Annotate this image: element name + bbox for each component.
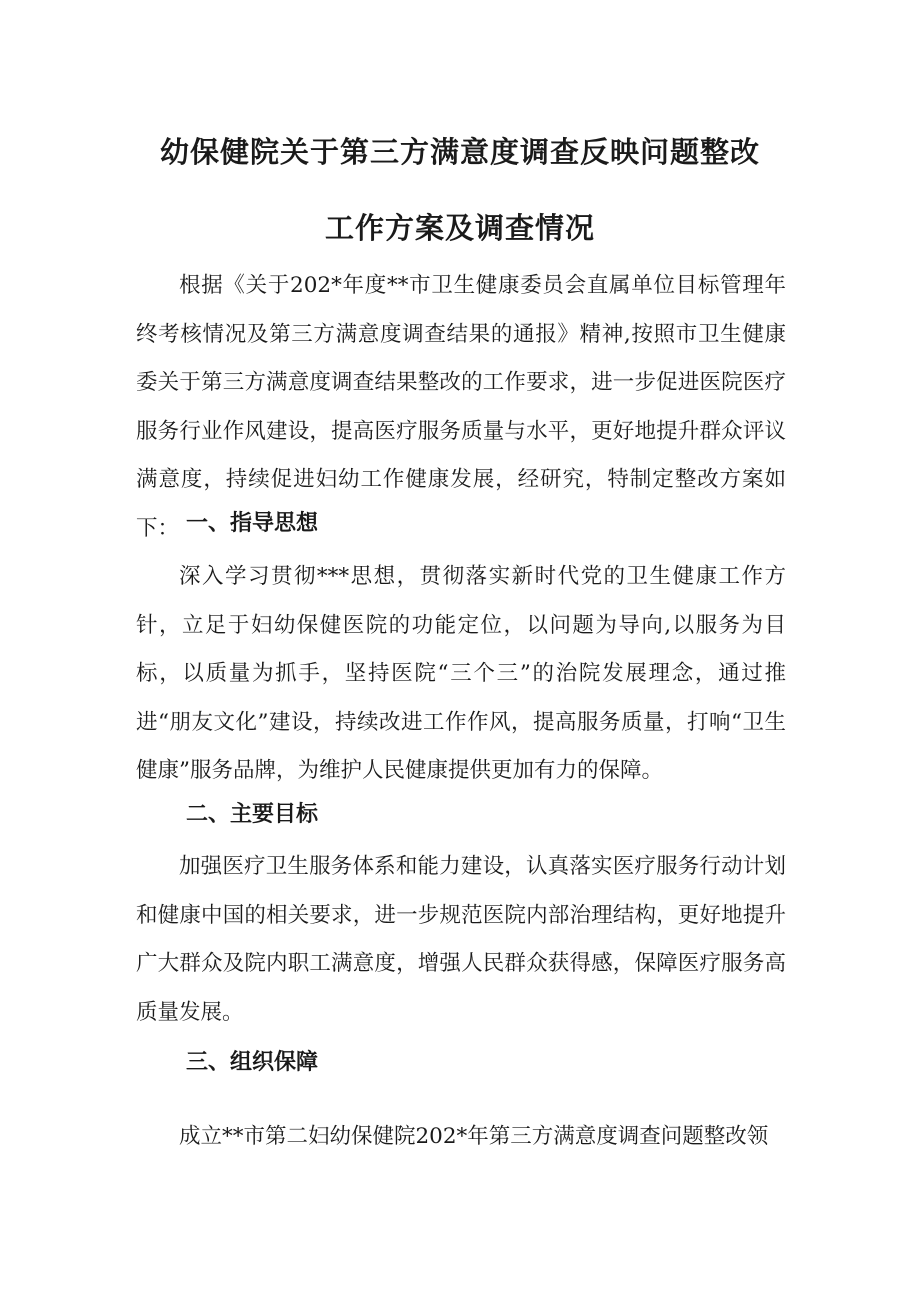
section-body-organization: 成立**市第二妇幼保健院202*年第三方满意度调查问题整改领 <box>179 1124 769 1149</box>
section-heading-organization: 三、组织保障 <box>186 1050 319 1075</box>
section-body-main-goals: 加强医疗卫生服务体系和能力建设，认真落实医疗服务行动计划和健康中国的相关要求，进一步规范医院内部治理结构，更好地提升广大群众及院内职工满意度，增强人民群众获得感，保障医疗服务高质量发展。 <box>136 854 786 1025</box>
section-heading-guiding-ideology: 一、指导思想 <box>186 511 319 536</box>
document-title-line-1: 幼保健院关于第三方满意度调查反映问题整改 <box>159 135 760 169</box>
section-body-guiding-ideology: 深入学习贯彻***思想，贯彻落实新时代党的卫生健康工作方针，立足于妇幼保健医院的功能定位，以问题为导向,以服务为目标，以质量为抓手，坚持医院“三个三”的治院发展理念，通过推进“朋友文化”建设，持续改进工作作风，提高服务质量，打响“卫生健康”服务品牌，为维护人民健康提供更加有力的保障。 <box>136 564 786 784</box>
intro-paragraph: 根据《关于202*年度**市卫生健康委员会直属单位目标管理年终考核情况及第三方满意度调查结果的通报》精神,按照市卫生健康委关于第三方满意度调查结果整改的工作要求，进一步促进医院医疗服务行业作风建设，提高医疗服务质量与水平，更好地提升群众评议满意度，持续促进妇幼工作健康发展，经研究，特制定整改方案如下： <box>136 273 786 541</box>
document-title-line-2: 工作方案及调查情况 <box>324 211 595 245</box>
section-heading-main-goals: 二、主要目标 <box>186 802 319 827</box>
